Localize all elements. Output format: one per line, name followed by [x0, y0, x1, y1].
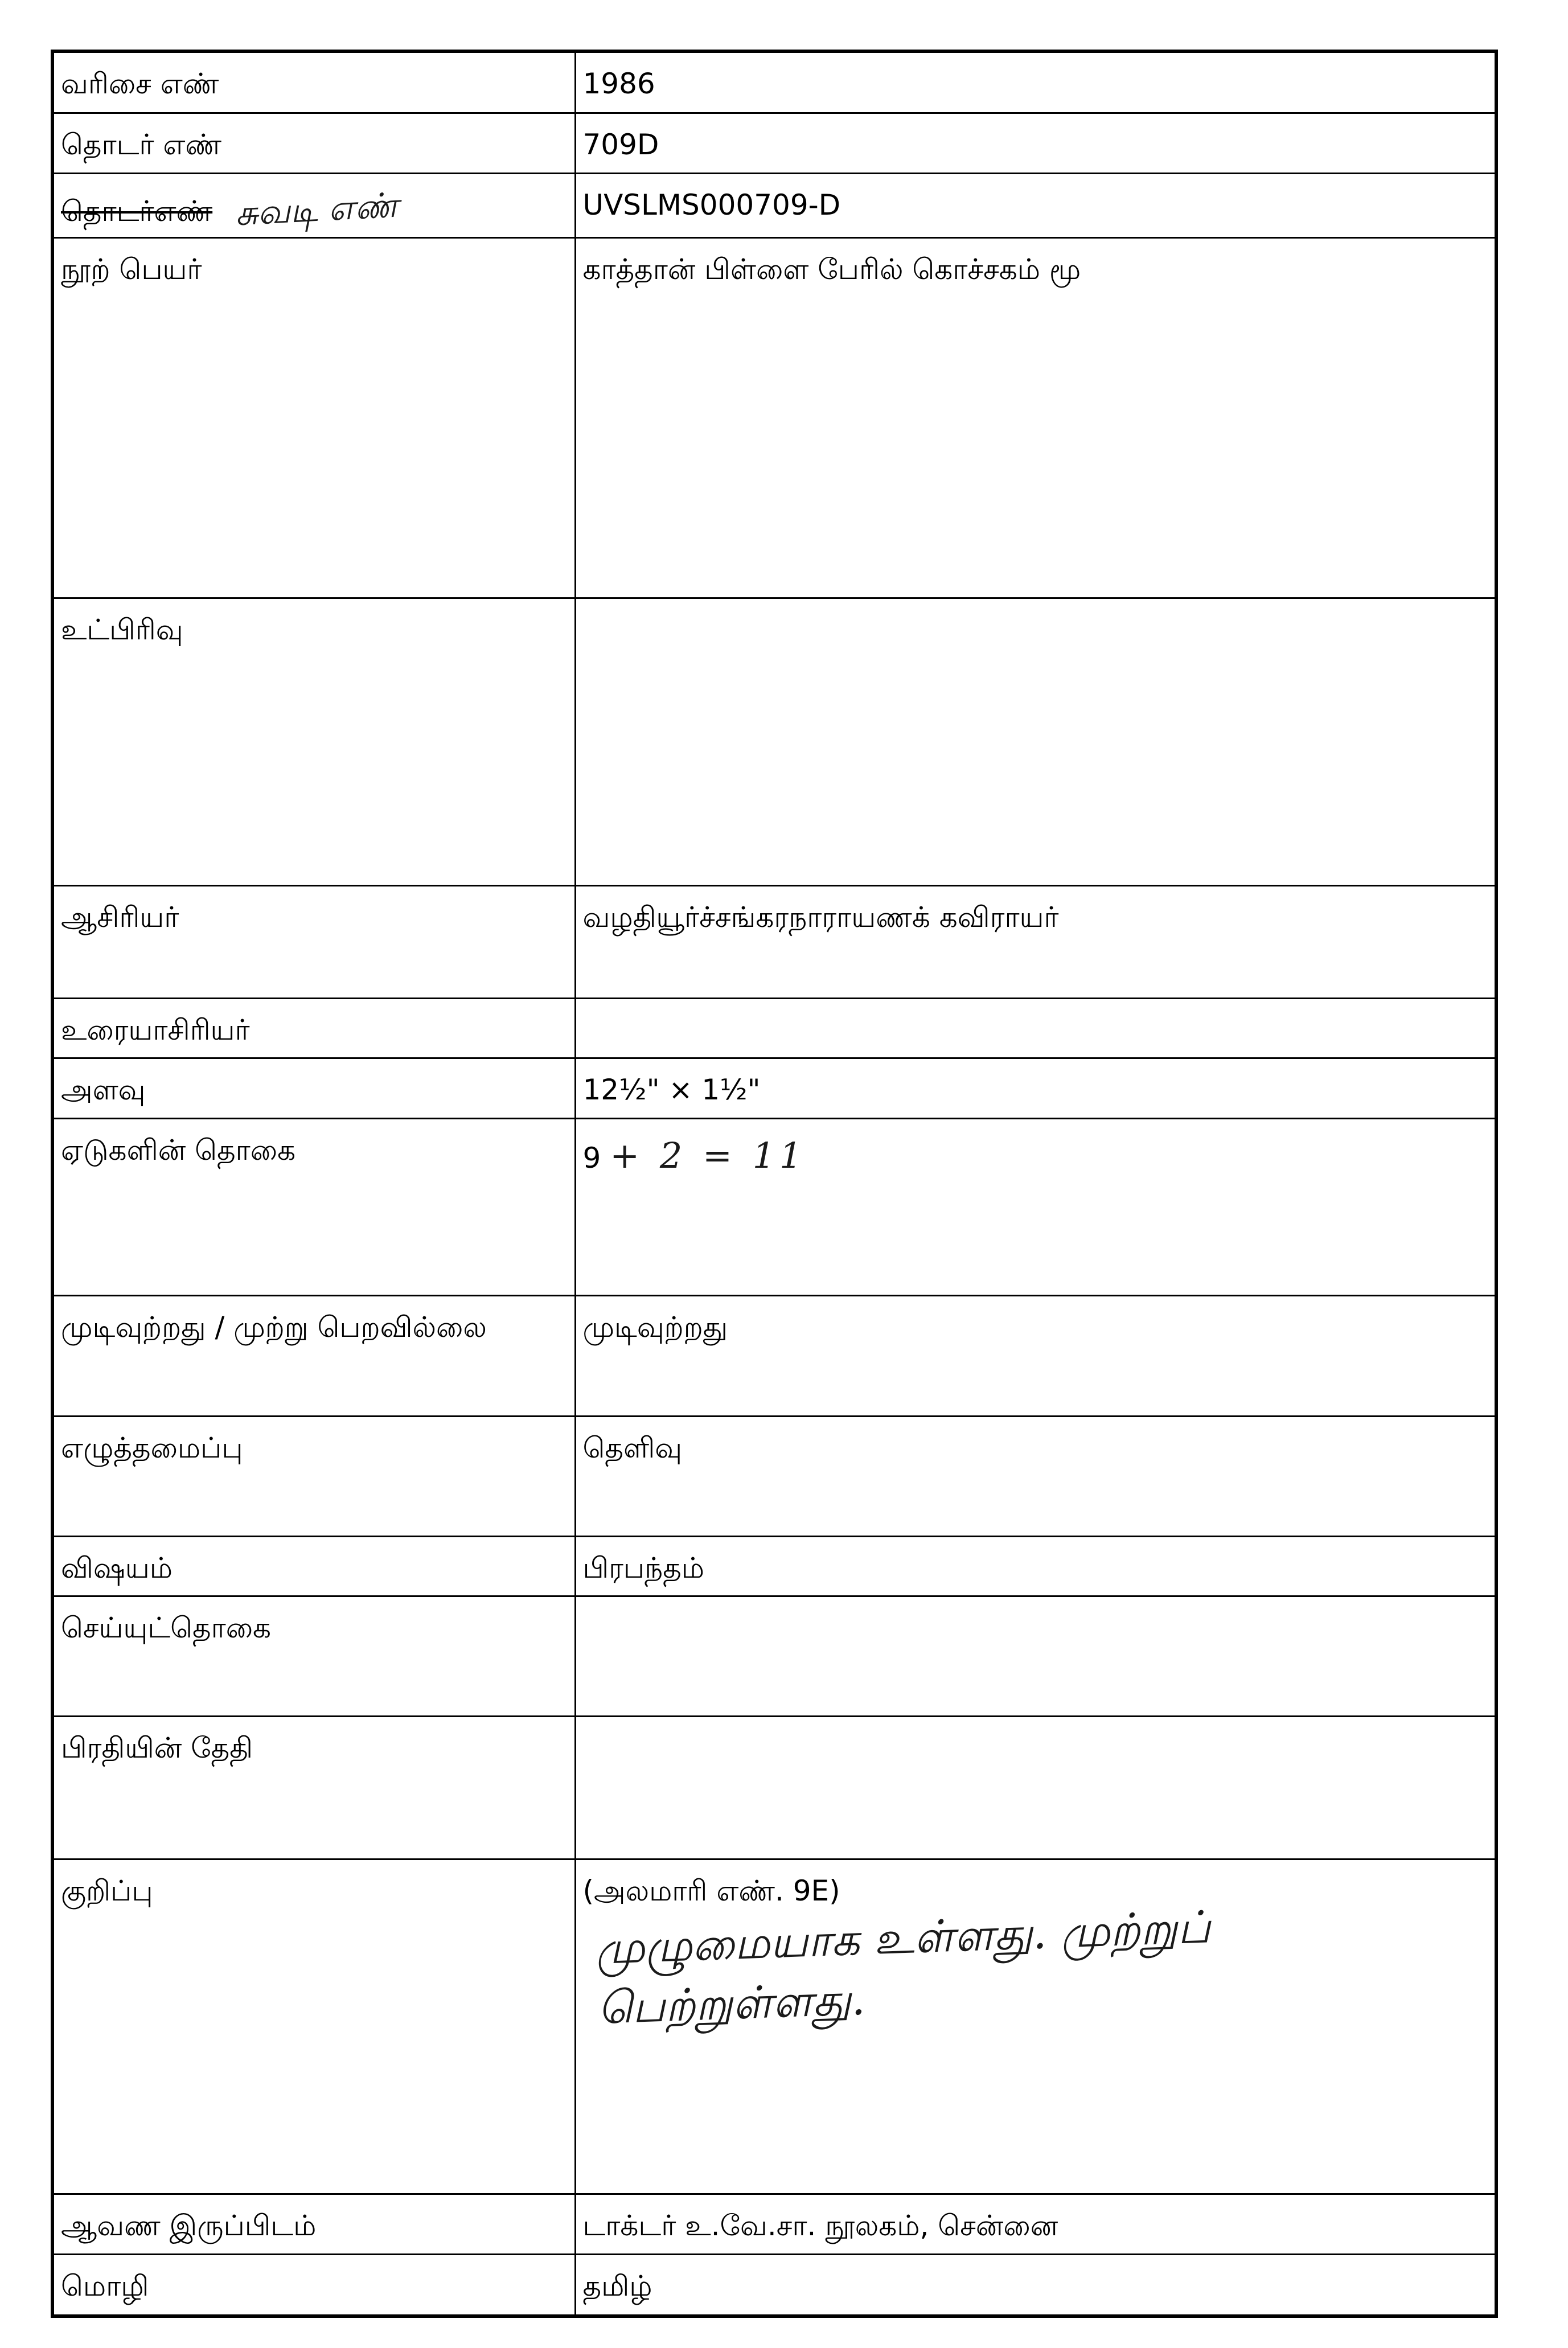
catalog-table	[54, 53, 1495, 2314]
row-script-quality	[54, 1416, 1495, 1536]
value-note	[575, 1859, 1495, 2194]
value-manuscript-number: UVSLMS000709-D	[575, 173, 1495, 238]
row-verse-count	[54, 1596, 1495, 1717]
value-leaf-count	[575, 1118, 1495, 1296]
label-verse-count: செய்யுட்தொகை	[54, 1596, 575, 1717]
value-script-quality: தெளிவு	[575, 1416, 1495, 1536]
label-manuscript-number	[54, 173, 575, 238]
label-language: மொழி	[54, 2254, 575, 2314]
label-series-number: தொடர் எண்	[54, 113, 575, 174]
value-serial-number: 1986	[575, 53, 1495, 113]
value-repository: டாக்டர் உ.வே.சா. நூலகம், சென்னை	[575, 2194, 1495, 2255]
value-size: 12½" × 1½"	[575, 1058, 1495, 1119]
value-verse-count	[575, 1596, 1495, 1717]
label-leaf-count: ஏடுகளின் தொகை	[54, 1118, 575, 1296]
label-commentator: உரையாசிரியர்	[54, 998, 575, 1058]
value-completion: முடிவுற்றது	[575, 1296, 1495, 1416]
row-subject	[54, 1536, 1495, 1596]
row-leaf-count	[54, 1118, 1495, 1296]
value-title: காத்தான் பிள்ளை பேரில் கொச்சகம் மூ	[575, 238, 1495, 598]
value-language: தமிழ்	[575, 2254, 1495, 2314]
value-copy-date	[575, 1717, 1495, 1859]
row-commentator	[54, 998, 1495, 1058]
leaf-count-printed: 9	[582, 1141, 601, 1175]
row-copy-date	[54, 1717, 1495, 1859]
label-subdivision: உட்பிரிவு	[54, 598, 575, 886]
row-language	[54, 2254, 1495, 2314]
label-struck-text: தொடர்எண்	[61, 194, 213, 228]
label-completion: முடிவுற்றது / முற்று பெறவில்லை	[54, 1296, 575, 1416]
row-size	[54, 1058, 1495, 1119]
handwritten-label: சுவடி எண்	[234, 185, 400, 234]
value-subdivision	[575, 598, 1495, 886]
value-series-number: 709D	[575, 113, 1495, 174]
label-repository: ஆவண இருப்பிடம்	[54, 2194, 575, 2255]
note-handwritten-text: முழுமையாக உள்ளது. முற்றுப் பெற்றுள்ளது.	[594, 1902, 1211, 2035]
row-note	[54, 1859, 1495, 2194]
label-author: ஆசிரியர்	[54, 885, 575, 998]
label-subject: விஷயம்	[54, 1536, 575, 1596]
row-manuscript-number	[54, 173, 1495, 238]
row-author	[54, 885, 1495, 998]
row-subdivision	[54, 598, 1495, 886]
row-completion	[54, 1296, 1495, 1416]
leaf-count-handwritten: + 2 = 11	[610, 1134, 807, 1176]
value-author: வழதியூர்ச்சங்கரநாராயணக் கவிராயர்	[575, 885, 1495, 998]
label-copy-date: பிரதியின் தேதி	[54, 1717, 575, 1859]
catalog-card	[51, 50, 1498, 2318]
row-serial-number	[54, 53, 1495, 113]
label-script-quality: எழுத்தமைப்பு	[54, 1416, 575, 1536]
label-note: குறிப்பு	[54, 1859, 575, 2194]
note-printed-text: (அலமாரி எண். 9E)	[582, 1874, 840, 1908]
label-title: நூற் பெயர்	[54, 238, 575, 598]
value-subject: பிரபந்தம்	[575, 1536, 1495, 1596]
value-commentator	[575, 998, 1495, 1058]
row-title	[54, 238, 1495, 598]
label-serial-number: வரிசை எண்	[54, 53, 575, 113]
label-size: அளவு	[54, 1058, 575, 1119]
row-series-number	[54, 113, 1495, 174]
row-repository	[54, 2194, 1495, 2255]
